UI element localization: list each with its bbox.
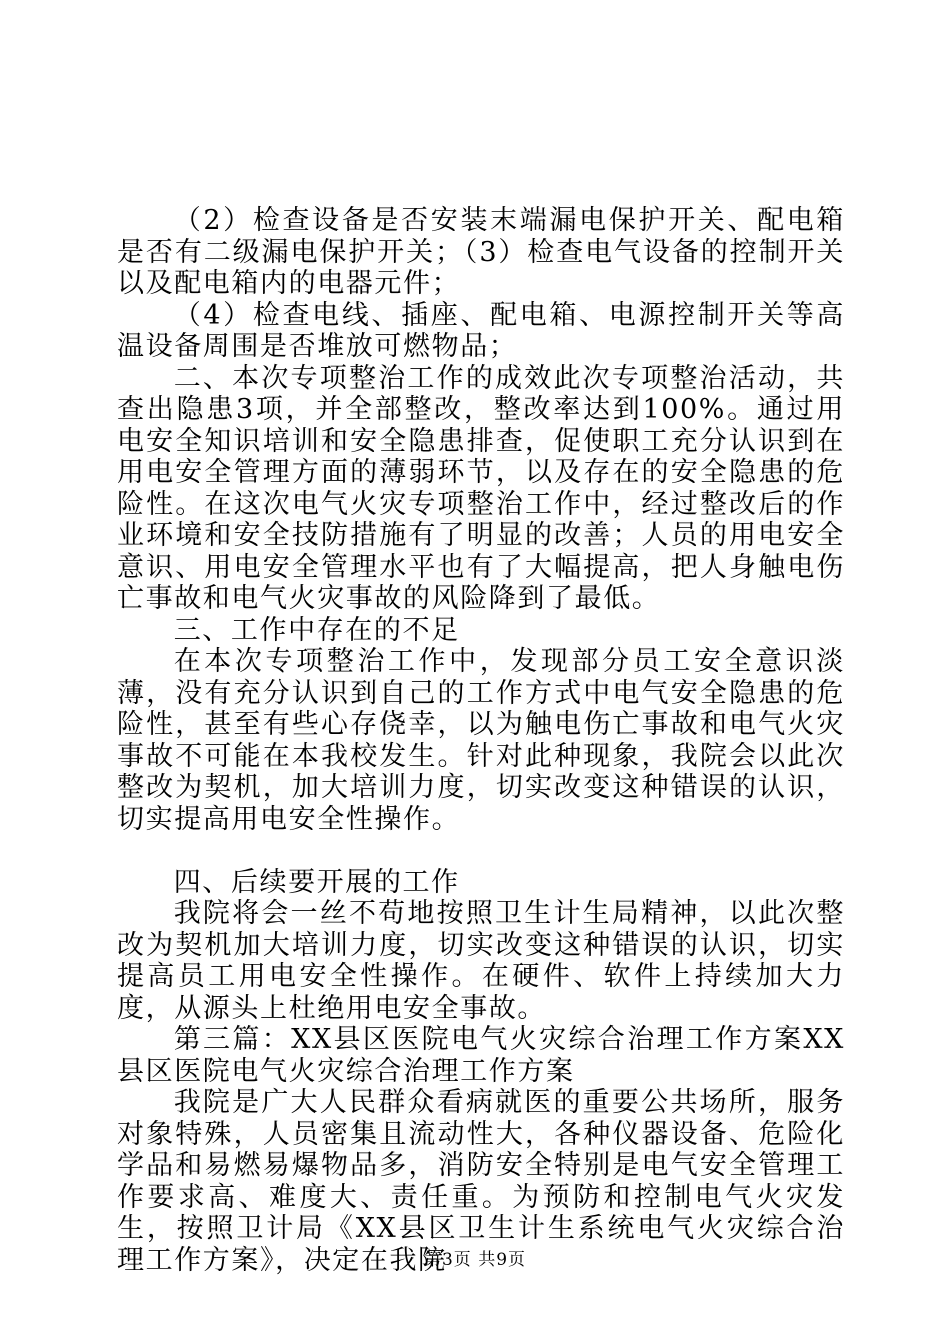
paragraph-section-two-results: 二、本次专项整治工作的成效此次专项整治活动，共查出隐患3项，并全部整改，整改率达到100%。通过用电安全知识培训和安全隐患排查，促使职工充分认识到在用电安全管理方面的薄弱环节，以及存在的安全隐患的危险性。在这次电气火灾专项整治工作中，经过整改后的作业环境和安全技防措施有了明显的改善；人员的用电安全意识、用电安全管理水平也有了大幅提高，把人身触电伤亡事故和电气火灾事故的风险降到了最低。 [117,362,845,614]
heading-part-three-title: 第三篇：XX县区医院电气火灾综合治理工作方案XX县区医院电气火灾综合治理工作方案 [117,1024,845,1087]
heading-section-three: 三、工作中存在的不足 [173,614,460,646]
document-body [117,205,845,1276]
page-number-footer: 第3页 共9页 [423,1250,527,1270]
paragraph-check-flammables: （4）检查电线、插座、配电箱、电源控制开关等高温设备周围是否堆放可燃物品； [117,299,845,362]
heading-section-four: 四、后续要开展的工作 [173,866,460,898]
paragraph-check-leakage-switch: （2）检查设备是否安装末端漏电保护开关、配电箱是否有二级漏电保护开关；（3）检查电气设备的控制开关以及配电箱内的电器元件； [117,205,845,299]
paragraph-hospital-overview: 我院是广大人民群众看病就医的重要公共场所，服务对象特殊，人员密集且流动性大，各种仪器设备、危险化学品和易燃易爆物品多，消防安全特别是电气安全管理工作要求高、难度大、责任重。为预防和控制电气火灾发生，按照卫计局《XX县区卫生计生系统电气火灾综合治理工作方案》，决定在我院 [117,1087,845,1276]
paragraph-spacer [117,835,845,867]
paragraph-shortcomings: 在本次专项整治工作中，发现部分员工安全意识淡薄，没有充分认识到自己的工作方式中电气安全隐患的危险性，甚至有些心存侥幸，以为触电伤亡事故和电气火灾事故不可能在本我校发生。针对此种现象，我院会以此次整改为契机，加大培训力度，切实改变这种错误的认识，切实提高用电安全性操作。 [117,646,845,835]
paragraph-follow-up-work: 我院将会一丝不苟地按照卫生计生局精神，以此次整改为契机加大培训力度，切实改变这种错误的认识，切实提高员工用电安全性操作。在硬件、软件上持续加大力度，从源头上杜绝用电安全事故。 [117,898,845,1024]
